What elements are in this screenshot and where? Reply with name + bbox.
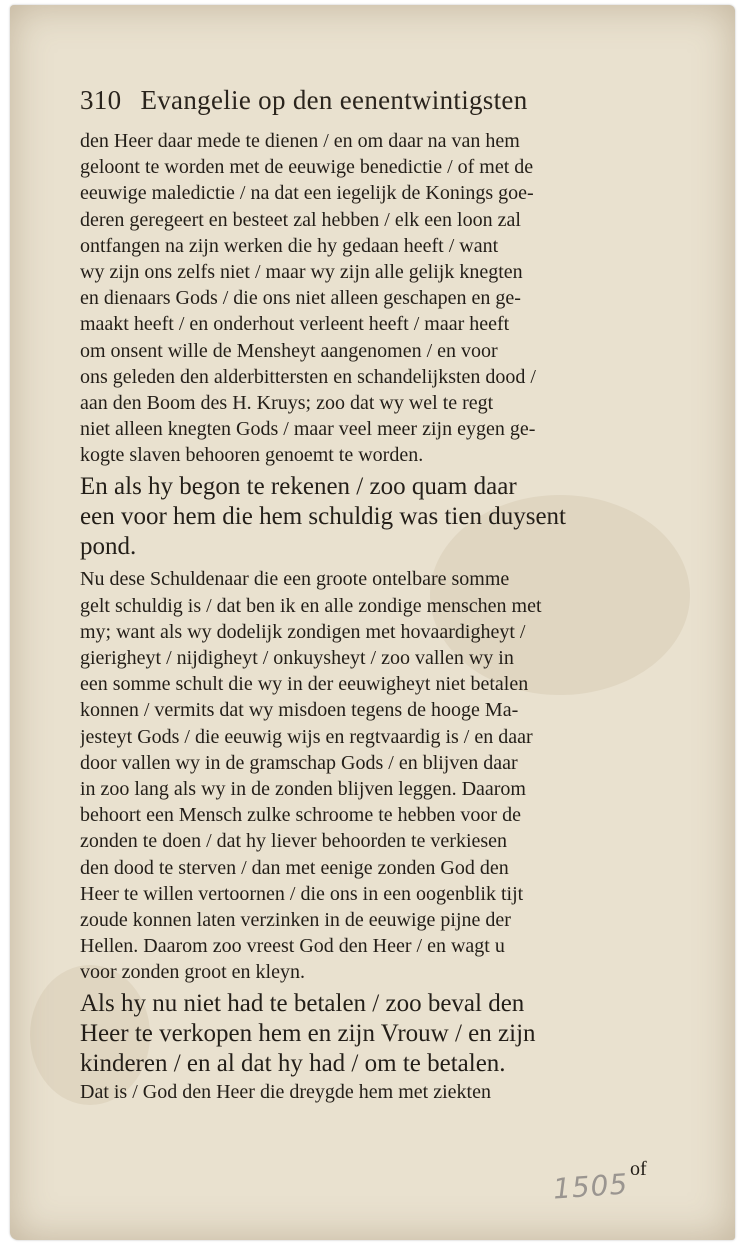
- text-line: wy zijn ons zelfs niet / maar wy zijn alle gelijk knegten: [80, 260, 523, 283]
- text-line: my; want als wy dodelijk zondigen met hovaardigheyt /: [80, 620, 526, 643]
- text-line: geloont te worden met de eeuwige benedictie / of met de: [80, 156, 534, 179]
- verse-line: En als hy begon te rekenen / zoo quam daar: [80, 473, 517, 501]
- verse-line: Als hy nu niet had te betalen / zoo beval den: [80, 990, 525, 1018]
- text-line: Nu dese Schuldenaar die een groote ontelbare somme: [80, 568, 510, 591]
- text-line: niet alleen knegten Gods / maar veel meer zijn eygen ge-: [80, 418, 536, 441]
- text-line: Heer te willen vertoornen / die ons in een oogenblik tijt: [80, 882, 524, 905]
- text-line: den Heer daar mede te dienen / en om daar na van hem: [80, 130, 520, 152]
- text-line: maakt heeft / en onderhout verleent heeft / maar heeft: [80, 313, 510, 336]
- page-number: 310: [80, 85, 122, 115]
- body-text: [80, 128, 660, 1106]
- text-line: en dienaars Gods / die ons niet alleen geschapen en ge-: [80, 287, 521, 310]
- text-line: zoude konnen laten verzinken in de eeuwige pijne der: [80, 908, 511, 931]
- text-line: eeuwige maledictie / na dat een iegelijk de Konings goe-: [80, 182, 534, 205]
- running-header: [80, 85, 660, 116]
- pencil-annotation: 1505: [551, 1167, 630, 1206]
- text-line: konnen / vermits dat wy misdoen tegens de hooge Ma-: [80, 699, 519, 722]
- verse-line: pond.: [80, 533, 137, 561]
- text-line: Hellen. Daarom zoo vreest God den Heer / en wagt u: [80, 935, 505, 958]
- text-line: gelt schuldig is / dat ben ik en alle zondige menschen met: [80, 594, 542, 617]
- text-line: in zoo lang als wy in de zonden blijven leggen. Daarom: [80, 777, 526, 800]
- text-line: zonden te doen / dat hy liever behoorden te verkiesen: [80, 830, 508, 853]
- text-line: ons geleden den alderbittersten en schandelijksten dood /: [80, 365, 536, 388]
- text-line: door vallen wy in de gramschap Gods / en blijven daar: [80, 751, 518, 774]
- text-line: een somme schult die wy in der eeuwigheyt niet betalen: [80, 673, 529, 696]
- text-line: Dat is / God den Heer die dreygde hem met ziekten: [80, 1081, 491, 1104]
- text-line: kogte slaven behooren genoemt te worden.: [80, 444, 424, 467]
- text-line: den dood te sterven / dan met eenige zonden God den: [80, 856, 509, 879]
- text-line: aan den Boom des H. Kruys; zoo dat wy wel te regt: [80, 391, 494, 414]
- verse-line: Heer te verkopen hem en zijn Vrouw / en zijn: [80, 1020, 536, 1048]
- text-line: deren geregeert en besteet zal hebben / elk een loon zal: [80, 208, 521, 231]
- text-line: ontfangen na zijn werken die hy gedaan heeft / want: [80, 234, 499, 257]
- text-line: behoort een Mensch zulke schroome te hebben voor de: [80, 804, 521, 827]
- text-line: om onsent wille de Mensheyt aangenomen / en voor: [80, 339, 498, 362]
- verse-line: een voor hem die hem schuldig was tien duysent: [80, 503, 566, 531]
- text-line: gierigheyt / nijdigheyt / onkuysheyt / zoo vallen wy in: [80, 647, 514, 669]
- catchword: of: [630, 1158, 647, 1180]
- running-title: Evangelie op den eenentwintigsten: [140, 85, 528, 115]
- verse-line: kinderen / en al dat hy had / om te betalen.: [80, 1050, 506, 1078]
- text-line: jesteyt Gods / die eeuwig wijs en regtvaardig is / en daar: [80, 725, 533, 748]
- text-line: voor zonden groot en kleyn.: [80, 961, 305, 984]
